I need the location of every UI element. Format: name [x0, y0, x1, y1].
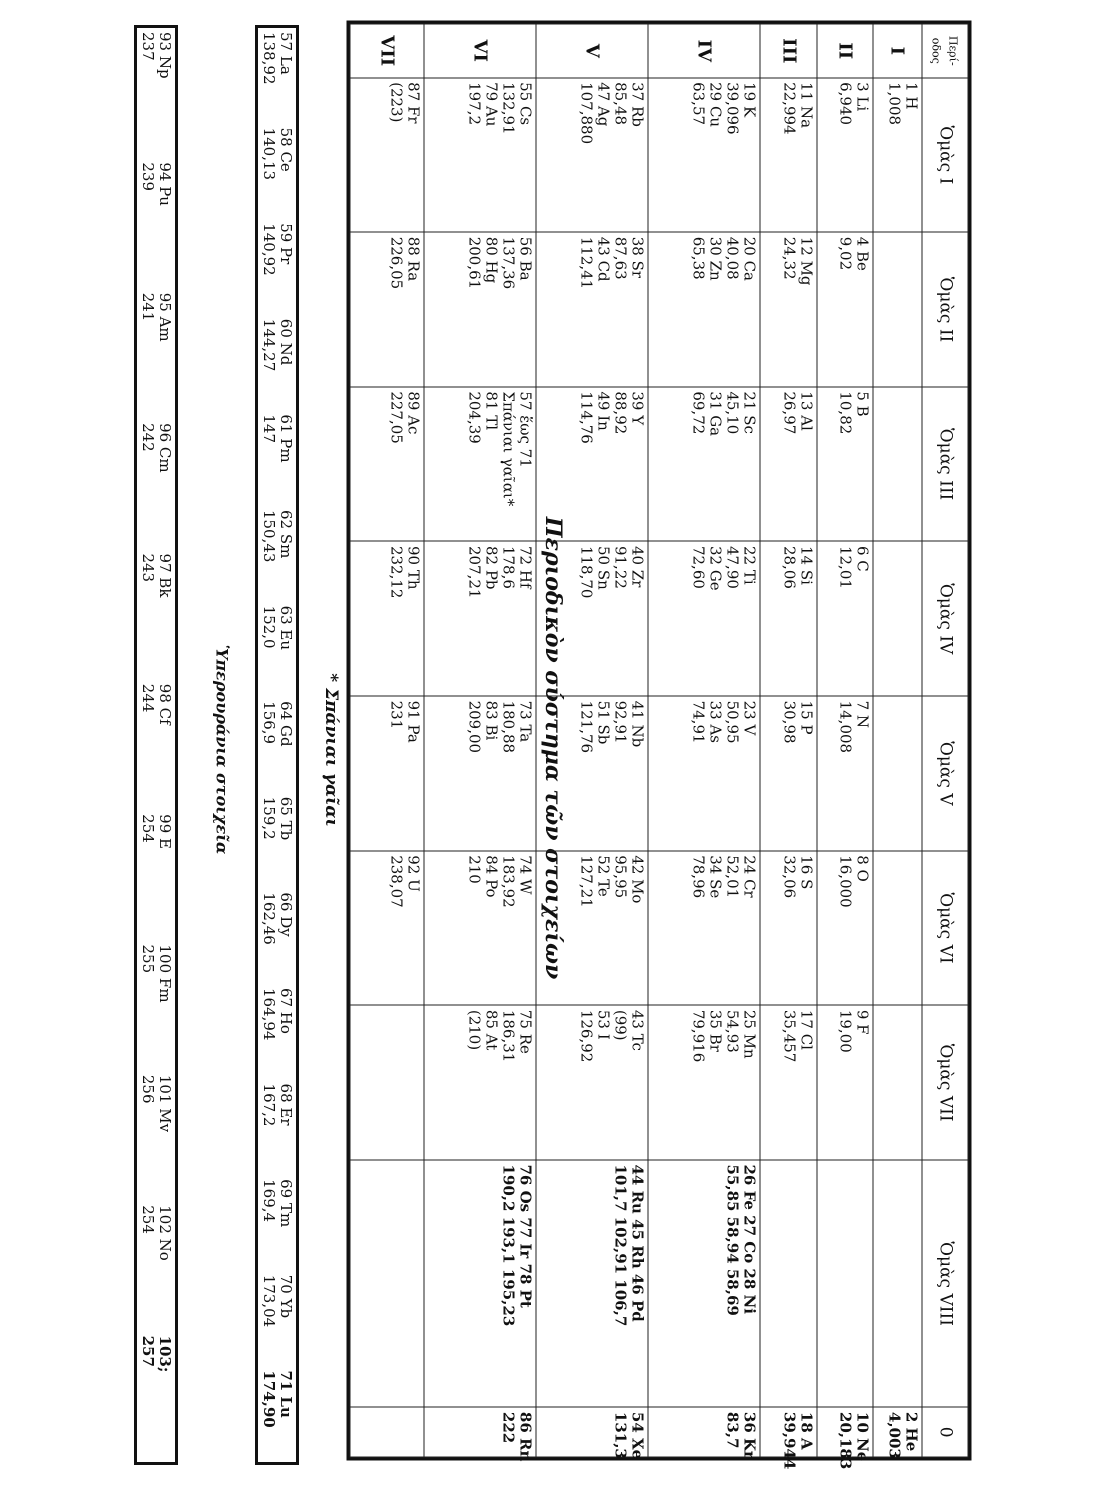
- element-cell: [648, 78, 760, 233]
- rare-earths-row: [255, 25, 299, 1465]
- element-text: 4 Be 9,02: [836, 236, 872, 271]
- transuranic-cell: 99 E 254: [139, 814, 174, 849]
- element-cell: [873, 1005, 922, 1160]
- element-cell: [424, 232, 536, 387]
- transuranic-caption: Ὑπερουράνια στοιχεῖα: [212, 644, 232, 855]
- element-text: 57 ἕως 71 Σπάνιαι γαῖαι* 81 Tl 204,39: [465, 391, 535, 507]
- element-text: 8 O 16,000: [836, 855, 872, 908]
- rare-earth-cell: 71 Lu 174,90: [260, 1370, 295, 1428]
- header-group-3: Ὁμὰς III: [922, 387, 968, 542]
- element-text: 44 Ru 45 Rh 46 Pd 101,7 102,91 106,7: [611, 1164, 647, 1327]
- element-cell: [873, 696, 922, 851]
- element-text: 1 H 1,008: [885, 82, 921, 126]
- rare-earth-cell: 63 Eu 152,0: [260, 605, 295, 651]
- element-cell: [350, 387, 424, 542]
- period-label: VII: [350, 24, 424, 78]
- element-text: 86 Rn 222: [499, 1411, 535, 1462]
- element-text: 56 Ba 137,36 80 Hg 200,61: [465, 236, 535, 290]
- element-cell: [350, 1160, 424, 1407]
- rare-earth-cell: 65 Tb 159,2: [260, 796, 295, 841]
- element-text: 5 B 10,82: [836, 391, 872, 435]
- element-cell: [761, 1407, 817, 1470]
- element-text: 11 Na 22,994: [780, 82, 816, 135]
- element-text: 3 Li 6,940: [836, 82, 872, 126]
- element-text: 55 Cs 132,91 79 Au 197,2: [465, 82, 535, 135]
- element-cell: [817, 696, 873, 851]
- element-text: 18 A 39,944: [780, 1411, 816, 1470]
- element-text: 42 Mo 95,95 52 Te 127,21: [577, 855, 647, 908]
- element-cell: [761, 541, 817, 696]
- transuranic-cell: 101 Mv 256: [139, 1074, 174, 1133]
- element-cell: [648, 1005, 760, 1160]
- element-cell: [424, 696, 536, 851]
- header-group-4: Ὁμὰς IV: [922, 541, 968, 696]
- transuranic-cell: 103; 257: [139, 1335, 174, 1373]
- element-cell: [350, 696, 424, 851]
- period-label: VI: [424, 24, 536, 78]
- element-text: 13 Al 26,97: [780, 391, 816, 435]
- rare-earth-cell: 66 Dy 162,46: [260, 892, 295, 945]
- element-cell: [817, 232, 873, 387]
- element-cell: [536, 232, 648, 387]
- element-text: 76 Os 77 Ir 78 Pt 190,2 193,1 195,23: [499, 1164, 535, 1327]
- element-text: 24 Cr 52,01 34 Se 78,96: [690, 855, 759, 899]
- element-text: 23 V 50,95 33 As 74,91: [690, 700, 759, 744]
- element-text: 19 K 39,096 29 Cu 63,57: [690, 82, 759, 135]
- rare-earth-cell: 64 Gd 156,9: [260, 701, 295, 747]
- rare-earth-cell: 60 Nd 144,27: [260, 318, 295, 372]
- header-period: Περί-οδος: [922, 24, 968, 78]
- transuranic-row: [134, 25, 178, 1465]
- element-text: 75 Re 186,31 85 At (210): [465, 1009, 535, 1063]
- element-text: 91 Pa 231: [387, 700, 423, 743]
- element-cell: [817, 541, 873, 696]
- element-cell: [761, 232, 817, 387]
- periodic-table: [347, 21, 972, 1470]
- element-text: 89 Ac 227,05: [387, 391, 423, 444]
- transuranic-cell: 93 Np 237: [139, 32, 174, 79]
- rare-earth-cell: 67 Ho 164,94: [260, 987, 295, 1041]
- element-text: 10 Ne 20,183: [836, 1411, 872, 1470]
- element-text: 54 Xe 131,3: [611, 1411, 647, 1460]
- element-text: 41 Nb 92,91 51 Sb 121,76: [577, 700, 647, 754]
- element-cell: [873, 387, 922, 542]
- element-text: 38 Sr 87,63 43 Cd 112,41: [577, 236, 647, 290]
- transuranic-cell: 96 Cm 242: [139, 423, 174, 473]
- element-cell: [761, 851, 817, 1006]
- element-cell: [817, 1005, 873, 1160]
- period-row: [350, 24, 424, 1457]
- element-text: 90 Th 232,12: [387, 545, 423, 599]
- header-group-0: 0: [922, 1407, 968, 1457]
- period-label: I: [873, 24, 922, 78]
- element-cell: [761, 696, 817, 851]
- period-row: [536, 24, 648, 1457]
- rare-earth-cell: 70 Yb 173,04: [260, 1274, 295, 1328]
- period-label: V: [536, 24, 648, 78]
- element-cell: [350, 232, 424, 387]
- element-text: 6 C 12,01: [836, 545, 872, 589]
- rare-earth-cell: 69 Tm 169,4: [260, 1179, 295, 1228]
- transuranic-cell: 97 Bk 243: [139, 553, 174, 598]
- element-cell: [873, 1407, 922, 1457]
- element-cell: [536, 1005, 648, 1160]
- header-group-1: Ὁμὰς I: [922, 78, 968, 233]
- element-cell: [761, 1160, 817, 1407]
- element-cell: [536, 1407, 648, 1460]
- element-cell: [648, 851, 760, 1006]
- element-text: 16 S 32,06: [780, 855, 816, 899]
- period-row: [424, 24, 536, 1457]
- element-text: 20 Ca 40,08 30 Zn 65,38: [690, 236, 759, 281]
- period-label: II: [817, 24, 873, 78]
- element-text: 74 W 183,92 84 Po 210: [465, 855, 535, 908]
- element-text: 2 He 4,003: [885, 1411, 921, 1459]
- element-cell: [873, 851, 922, 1006]
- element-cell: [648, 541, 760, 696]
- period-row: [761, 24, 817, 1457]
- element-text: 21 Sc 45,10 31 Ga 69,72: [690, 391, 759, 437]
- element-text: 15 P 30,98: [780, 700, 816, 744]
- element-cell: [817, 1407, 873, 1470]
- rare-earth-cell: 61 Pm 147: [260, 414, 295, 463]
- element-text: 9 F 19,00: [836, 1009, 872, 1053]
- header-group-7: Ὁμὰς VII: [922, 1005, 968, 1160]
- header-group-5: Ὁμὰς V: [922, 696, 968, 851]
- element-cell: [350, 851, 424, 1006]
- element-cell: [873, 232, 922, 387]
- rare-earths-caption: * Σπάνιαι γαῖαι: [321, 673, 341, 827]
- element-cell: [761, 387, 817, 542]
- element-text: 26 Fe 27 Co 28 Ni 55,85 58,94 58,69: [724, 1164, 759, 1316]
- element-cell: [648, 1407, 760, 1457]
- header-group-8: Ὁμὰς VIII: [922, 1160, 968, 1407]
- element-cell: [761, 1005, 817, 1160]
- element-cell: [648, 696, 760, 851]
- element-cell: [424, 1160, 536, 1407]
- element-cell: [817, 851, 873, 1006]
- element-text: 22 Ti 47,90 32 Ge 72,60: [690, 545, 759, 591]
- element-cell: [350, 1005, 424, 1160]
- element-cell: [761, 78, 817, 233]
- transuranic-cell: 102 No 254: [139, 1205, 174, 1261]
- period-row: [648, 24, 760, 1457]
- element-text: 12 Mg 24,32: [780, 236, 816, 286]
- element-cell: [424, 541, 536, 696]
- element-cell: [424, 78, 536, 233]
- rare-earth-cell: 57 La 138,92: [260, 32, 295, 85]
- element-text: 92 U 238,07: [387, 855, 423, 908]
- rare-earth-cell: 59 Pr 140,92: [260, 223, 295, 276]
- element-text: 88 Ra 226,05: [387, 236, 423, 290]
- element-cell: [350, 541, 424, 696]
- element-cell: [817, 1160, 873, 1407]
- element-text: 14 Si 28,06: [780, 545, 816, 589]
- element-cell: [350, 1407, 424, 1457]
- element-cell: [424, 387, 536, 542]
- element-cell: [873, 78, 922, 233]
- element-cell: [536, 541, 648, 696]
- period-row: [873, 24, 922, 1457]
- element-cell: [873, 541, 922, 696]
- rare-earth-cell: 62 Sm 150,43: [260, 509, 295, 563]
- transuranic-cell: 94 Pu 239: [139, 162, 174, 206]
- transuranic-cell: 95 Am 241: [139, 292, 174, 342]
- header-group-2: Ὁμὰς II: [922, 232, 968, 387]
- element-cell: [424, 1005, 536, 1160]
- rare-earth-cell: 68 Er 167,2: [260, 1083, 295, 1127]
- element-text: 43 Tc (99) 53 I 126,92: [577, 1009, 647, 1063]
- element-text: 87 Fr (223): [387, 82, 423, 124]
- element-cell: [817, 387, 873, 542]
- element-cell: [648, 1160, 760, 1407]
- element-text: 39 Y 88,92 49 In 114,76: [577, 391, 647, 444]
- element-cell: [350, 78, 424, 233]
- element-text: 72 Hf 178,6 82 Pb 207,21: [465, 545, 535, 599]
- element-cell: [536, 851, 648, 1006]
- transuranic-cell: 100 Fm 255: [139, 944, 174, 1003]
- element-text: 73 Ta 180,88 83 Bi 209,00: [465, 700, 535, 754]
- element-cell: [817, 78, 873, 233]
- element-text: 40 Zr 91,22 50 Sn 118,70: [577, 545, 647, 599]
- rare-earth-cell: 58 Ce 140,13: [260, 127, 295, 181]
- element-cell: [536, 78, 648, 233]
- transuranic-cell: 98 Cf 244: [139, 683, 174, 725]
- period-row: [817, 24, 873, 1457]
- element-cell: [536, 387, 648, 542]
- element-cell: [424, 1407, 536, 1462]
- element-cell: [424, 851, 536, 1006]
- element-text: 37 Rb 85,48 47 Ag 107,880: [577, 82, 647, 145]
- element-text: 7 N 14,008: [836, 700, 872, 754]
- header-group-6: Ὁμὰς VI: [922, 851, 968, 1006]
- element-cell: [648, 232, 760, 387]
- element-cell: [536, 1160, 648, 1407]
- element-text: 25 Mn 54,93 35 Br 79,916: [690, 1009, 759, 1063]
- element-text: 17 Cl 35,457: [780, 1009, 816, 1063]
- element-cell: [873, 1160, 922, 1407]
- element-cell: [648, 387, 760, 542]
- header-row: [922, 24, 968, 1457]
- element-cell: [536, 696, 648, 851]
- element-text: 36 Kr 83,7: [724, 1411, 759, 1459]
- period-label: III: [761, 24, 817, 78]
- page-title: Περιοδικὸν σύστημα τῶν στοιχείων: [540, 516, 566, 980]
- period-label: IV: [648, 24, 760, 78]
